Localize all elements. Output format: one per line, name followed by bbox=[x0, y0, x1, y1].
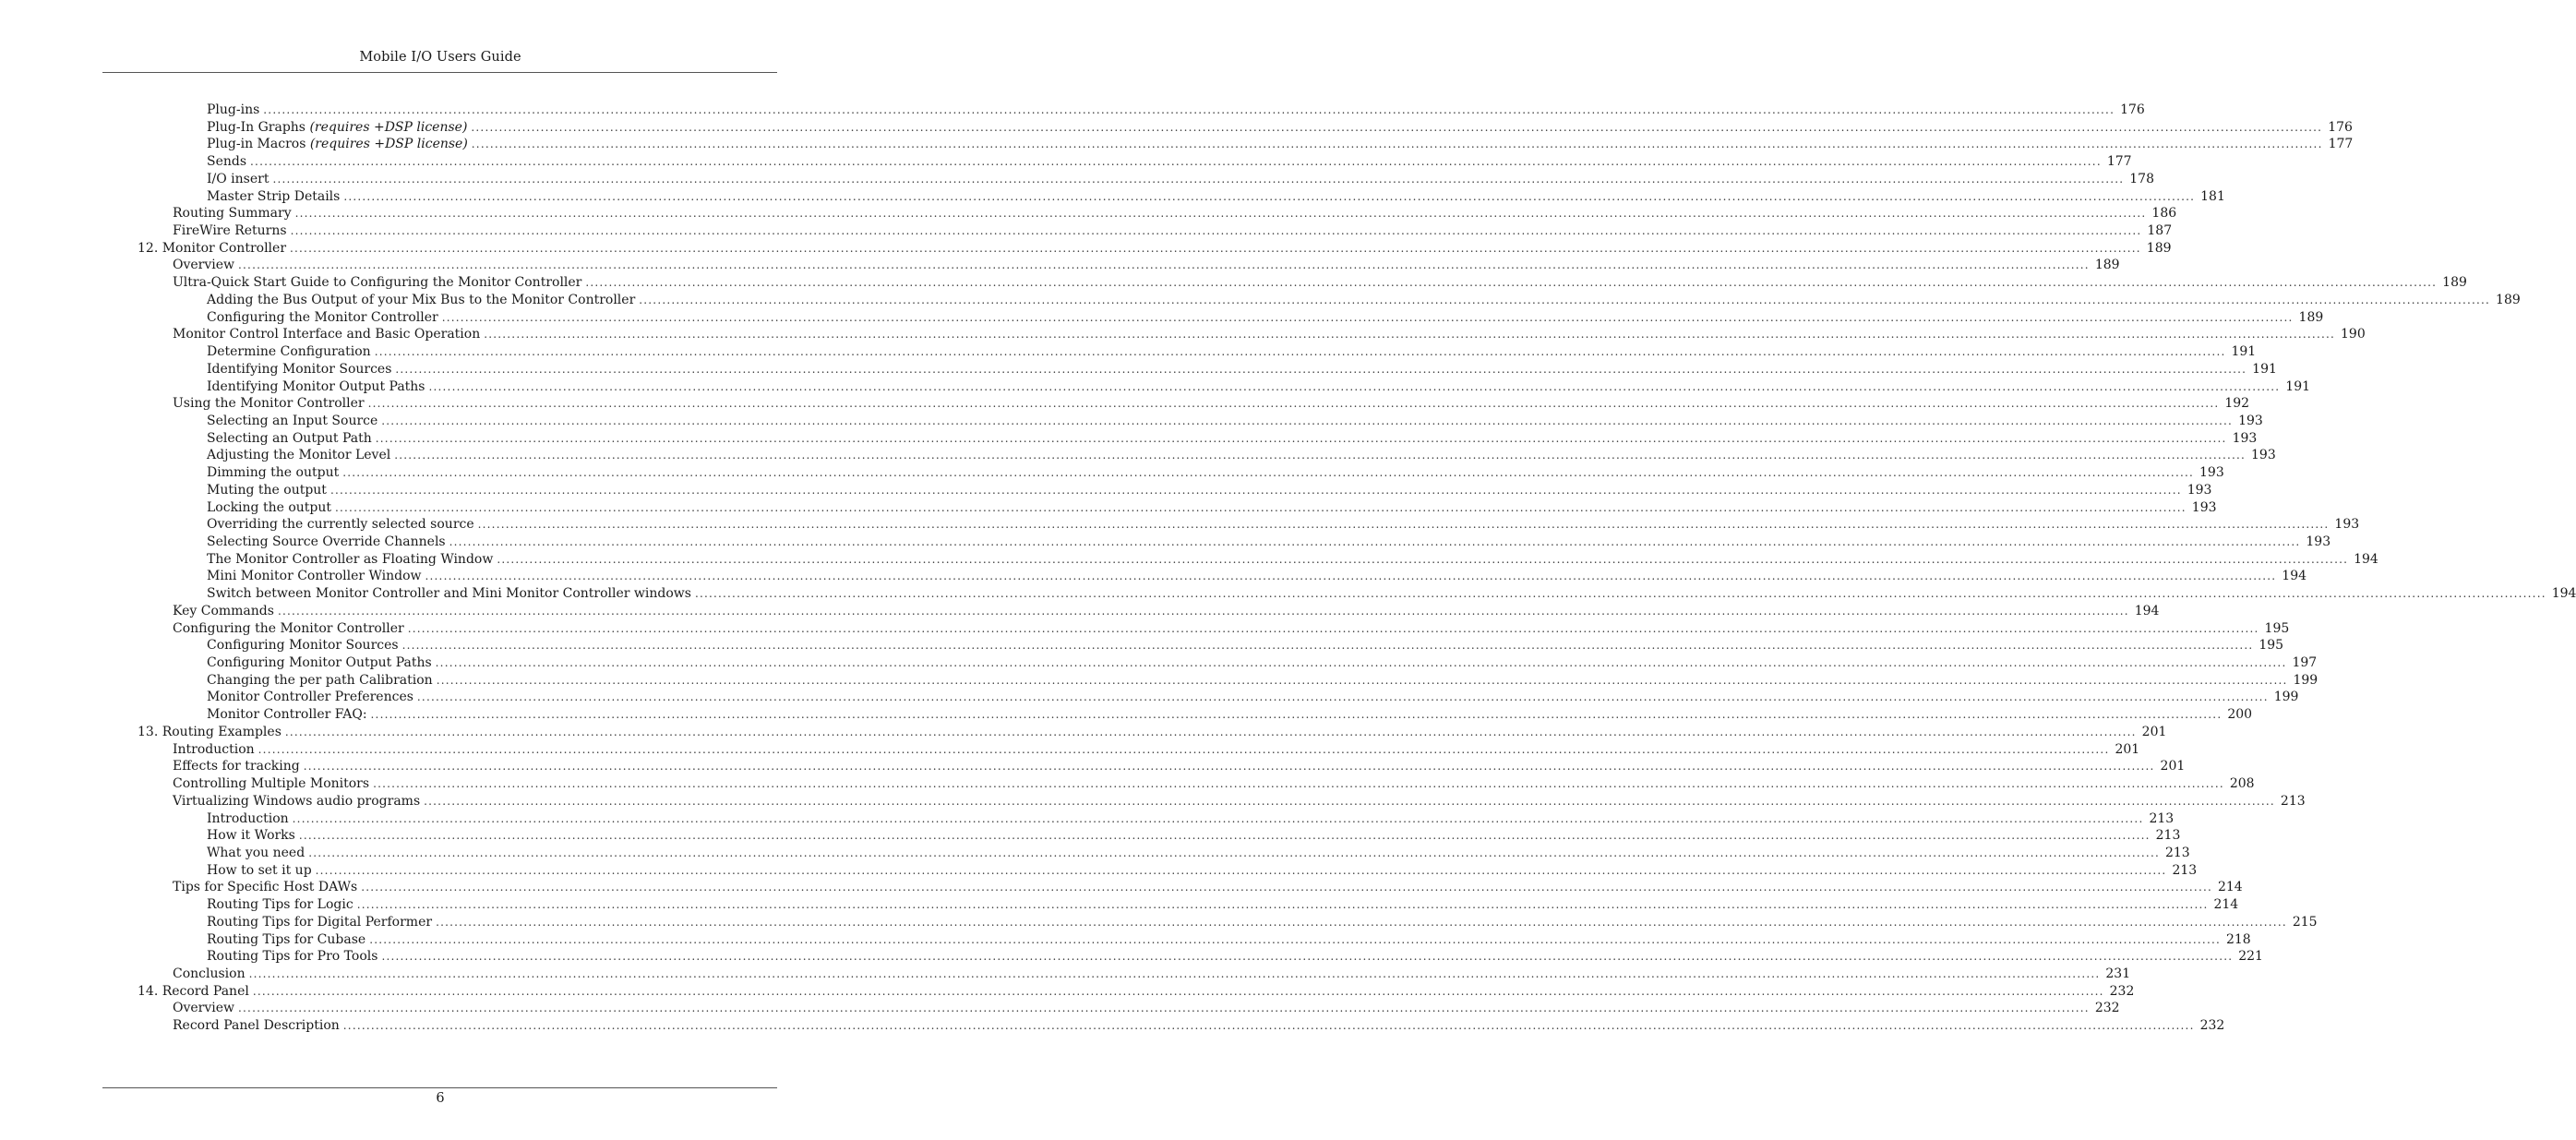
toc-entry-title bbox=[138, 983, 253, 1001]
toc-entry-title bbox=[173, 966, 249, 983]
toc-entry-page-number: 213 bbox=[2149, 810, 2175, 826]
toc-entry-title bbox=[207, 447, 394, 464]
toc-dot-leader: ................................................................................................................................................................................................................................................................................................................................................................................................................ bbox=[425, 570, 2277, 583]
toc-entry-page-number: 187 bbox=[2147, 223, 2173, 239]
toc-entry-title-text: Key Commands bbox=[173, 603, 274, 618]
toc-entry-page-number: 232 bbox=[2199, 1018, 2225, 1034]
toc-entry-title-text: Changing the per path Calibration bbox=[207, 672, 433, 688]
toc-entry-title-text: I/O insert bbox=[207, 171, 270, 186]
toc-dot-leader: ................................................................................................................................................................................................................................................................................................................................................................................................................ bbox=[329, 483, 2182, 497]
toc-entry-title-text: Master Strip Details bbox=[207, 188, 341, 204]
toc-dot-leader: ................................................................................................................................................................................................................................................................................................................................................................................................................ bbox=[238, 258, 2090, 272]
toc-entry-page-number: 218 bbox=[2225, 931, 2251, 947]
toc-dot-leader: ................................................................................................................................................................................................................................................................................................................................................................................................................ bbox=[370, 708, 2223, 722]
toc-dot-leader: ................................................................................................................................................................................................................................................................................................................................................................................................................ bbox=[343, 189, 2196, 203]
toc-entry-page-number: 181 bbox=[2200, 188, 2225, 204]
toc-entry-page-number: 193 bbox=[2306, 534, 2331, 549]
toc-entry-title-text: Selecting Source Override Channels bbox=[207, 534, 446, 549]
toc-entry-title-text: 13. Routing Examples bbox=[138, 724, 282, 739]
toc-entry-title bbox=[207, 482, 330, 499]
toc-entry[interactable] bbox=[0, 948, 2263, 966]
toc-entry[interactable] bbox=[0, 119, 2353, 137]
toc-entry-title bbox=[173, 1000, 238, 1017]
toc-entry-page-number: 194 bbox=[2354, 551, 2378, 567]
toc-entry-title-text: How it Works bbox=[207, 828, 295, 844]
toc-dot-leader: ................................................................................................................................................................................................................................................................................................................................................................................................................ bbox=[374, 345, 2226, 359]
toc-entry-title-text: Overriding the currently selected source bbox=[207, 517, 474, 533]
toc-dot-leader: ................................................................................................................................................................................................................................................................................................................................................................................................................ bbox=[407, 621, 2259, 635]
toc-entry-title-text: Overview bbox=[173, 1001, 235, 1016]
toc-entry-title bbox=[207, 378, 429, 396]
toc-entry-title-text: Introduction bbox=[173, 741, 255, 757]
toc-entry-title-text: Locking the output bbox=[207, 499, 332, 515]
toc-dot-leader: ................................................................................................................................................................................................................................................................................................................................................................................................................ bbox=[394, 449, 2247, 462]
toc-entry[interactable] bbox=[0, 171, 2154, 188]
toc-entry-note: (requires +DSP license) bbox=[309, 137, 468, 152]
toc-entry-title bbox=[207, 499, 335, 517]
toc-dot-leader: ................................................................................................................................................................................................................................................................................................................................................................................................................ bbox=[497, 552, 2349, 566]
toc-entry-page-number: 213 bbox=[2155, 828, 2181, 844]
toc-entry-title bbox=[173, 879, 361, 896]
toc-entry[interactable] bbox=[0, 672, 2318, 690]
toc-entry[interactable] bbox=[0, 102, 2145, 119]
header-title: Mobile I/O Users Guide bbox=[359, 50, 521, 65]
toc-entry-title bbox=[207, 361, 395, 378]
toc-dot-leader: ................................................................................................................................................................................................................................................................................................................................................................................................................ bbox=[639, 293, 2491, 306]
toc-dot-leader: ................................................................................................................................................................................................................................................................................................................................................................................................................ bbox=[342, 1019, 2195, 1033]
toc-entry[interactable] bbox=[0, 482, 2212, 499]
toc-entry-title-text: Overview bbox=[173, 258, 235, 273]
toc-entry-title bbox=[173, 793, 424, 810]
toc-entry-title bbox=[207, 845, 308, 862]
toc-entry-page-number: 186 bbox=[2151, 206, 2177, 222]
toc-dot-leader: ................................................................................................................................................................................................................................................................................................................................................................................................................ bbox=[401, 639, 2254, 653]
toc-entry-title bbox=[207, 119, 471, 137]
toc-dot-leader: ................................................................................................................................................................................................................................................................................................................................................................................................................ bbox=[342, 466, 2194, 480]
toc-entry-page-number: 201 bbox=[2160, 759, 2186, 774]
toc-entry-title bbox=[207, 516, 478, 534]
toc-entry-title-text: Tips for Specific Host DAWs bbox=[173, 880, 358, 895]
toc-dot-leader: ................................................................................................................................................................................................................................................................................................................................................................................................................ bbox=[449, 535, 2301, 548]
toc-entry-title-text: Identifying Monitor Output Paths bbox=[207, 378, 425, 394]
toc-entry-page-number: 194 bbox=[2551, 586, 2576, 602]
toc-entry-title bbox=[207, 810, 293, 828]
toc-entry-title bbox=[207, 136, 472, 153]
toc-entry-title bbox=[207, 102, 263, 119]
toc-dot-leader: ................................................................................................................................................................................................................................................................................................................................................................................................................ bbox=[335, 500, 2187, 514]
toc-entry-title bbox=[207, 689, 417, 706]
toc-entry-title-text: FireWire Returns bbox=[173, 223, 287, 239]
toc-entry-title-text: Switch between Monitor Controller and Mini Monitor Controller windows bbox=[207, 586, 691, 602]
toc-entry-title bbox=[207, 827, 299, 845]
toc-entry-title-text: How to set it up bbox=[207, 862, 312, 878]
toc-dot-leader: ................................................................................................................................................................................................................................................................................................................................................................................................................ bbox=[381, 414, 2234, 427]
toc-entry-title bbox=[207, 931, 369, 949]
toc-entry-title-text: Plug-in Macros bbox=[207, 137, 306, 152]
toc-entry[interactable] bbox=[0, 395, 2250, 413]
toc-entry-page-number: 193 bbox=[2187, 482, 2212, 498]
toc-entry-title bbox=[173, 274, 585, 292]
toc-dot-leader: ................................................................................................................................................................................................................................................................................................................................................................................................................ bbox=[290, 224, 2142, 238]
toc-entry-title-text: Adjusting the Monitor Level bbox=[207, 448, 391, 463]
toc-entry[interactable] bbox=[0, 568, 2307, 585]
toc-entry-page-number: 201 bbox=[2141, 724, 2167, 739]
toc-entry-page-number: 221 bbox=[2238, 949, 2263, 965]
toc-entry[interactable] bbox=[0, 603, 2160, 620]
toc-entry-title-text: Configuring Monitor Sources bbox=[207, 638, 399, 654]
toc-entry-title-text: What you need bbox=[207, 845, 306, 860]
toc-entry-title bbox=[207, 171, 272, 188]
toc-entry[interactable] bbox=[0, 292, 2521, 309]
toc-dot-leader: ................................................................................................................................................................................................................................................................................................................................................................................................................ bbox=[428, 379, 2281, 393]
toc-entry-title-text: Configuring the Monitor Controller bbox=[173, 620, 404, 636]
toc-entry[interactable] bbox=[0, 741, 2140, 759]
toc-entry-title bbox=[207, 430, 376, 448]
toc-dot-leader: ................................................................................................................................................................................................................................................................................................................................................................................................................ bbox=[477, 518, 2330, 532]
toc-entry-page-number: 232 bbox=[2109, 983, 2135, 999]
toc-entry-title-text: Identifying Monitor Sources bbox=[207, 361, 392, 377]
toc-dot-leader: ................................................................................................................................................................................................................................................................................................................................................................................................................ bbox=[395, 362, 2247, 376]
toc-dot-leader: ................................................................................................................................................................................................................................................................................................................................................................................................................ bbox=[258, 742, 2110, 756]
toc-entry[interactable] bbox=[0, 274, 2467, 292]
toc-entry-title-text: Determine Configuration bbox=[207, 344, 371, 360]
toc-entry-page-number: 189 bbox=[2146, 240, 2172, 256]
toc-dot-leader: ................................................................................................................................................................................................................................................................................................................................................................................................................ bbox=[356, 898, 2209, 912]
toc-entry-title-text: Mini Monitor Controller Window bbox=[207, 569, 422, 584]
toc-entry-title bbox=[207, 153, 250, 171]
toc-entry-page-number: 192 bbox=[2224, 396, 2250, 412]
toc-entry[interactable] bbox=[0, 827, 2181, 845]
toc-entry-title-text: Routing Tips for Digital Performer bbox=[207, 914, 433, 930]
toc-dot-leader: ................................................................................................................................................................................................................................................................................................................................................................................................................ bbox=[585, 276, 2438, 290]
toc-entry[interactable] bbox=[0, 516, 2360, 534]
toc-dot-leader: ................................................................................................................................................................................................................................................................................................................................................................................................................ bbox=[381, 950, 2234, 964]
toc-entry-page-number: 177 bbox=[2328, 137, 2354, 152]
toc-dot-leader: ................................................................................................................................................................................................................................................................................................................................................................................................................ bbox=[250, 155, 2102, 169]
toc-entry-title bbox=[207, 706, 371, 724]
footer-page-number: 6 bbox=[436, 1091, 445, 1106]
toc-entry-title-text: Virtualizing Windows audio programs bbox=[173, 793, 421, 809]
toc-entry-title bbox=[173, 1017, 343, 1035]
toc-entry-title bbox=[207, 568, 425, 585]
toc-entry-title bbox=[207, 188, 343, 206]
toc-entry-page-number: 193 bbox=[2334, 517, 2360, 533]
toc-entry-page-number: 193 bbox=[2238, 413, 2263, 428]
toc-entry-page-number: 199 bbox=[2293, 672, 2318, 688]
toc-dot-leader: ................................................................................................................................................................................................................................................................................................................................................................................................................ bbox=[441, 310, 2294, 324]
toc-entry[interactable] bbox=[0, 775, 2255, 793]
toc-entry-page-number: 208 bbox=[2229, 776, 2255, 792]
toc-entry-title bbox=[207, 896, 357, 914]
toc-entry-title bbox=[207, 292, 639, 309]
toc-entry[interactable] bbox=[0, 464, 2224, 482]
toc-entry-page-number: 200 bbox=[2227, 707, 2253, 723]
toc-entry-title-text: Configuring Monitor Output Paths bbox=[207, 655, 432, 671]
toc-entry-page-number: 176 bbox=[2120, 102, 2145, 117]
toc-entry[interactable] bbox=[0, 758, 2186, 775]
toc-entry-title bbox=[207, 534, 449, 551]
toc-dot-leader: ................................................................................................................................................................................................................................................................................................................................................................................................................ bbox=[238, 1002, 2090, 1015]
toc-entry-title bbox=[207, 551, 497, 569]
toc-dot-leader: ................................................................................................................................................................................................................................................................................................................................................................................................................ bbox=[373, 777, 2224, 791]
toc-entry-title-text: Monitor Controller FAQ: bbox=[207, 707, 367, 723]
toc-entry[interactable] bbox=[0, 1017, 2225, 1035]
toc-entry-title bbox=[207, 654, 436, 672]
toc-entry-title-text: Plug-ins bbox=[207, 102, 260, 117]
footer-rule bbox=[102, 1087, 777, 1088]
toc-entry[interactable] bbox=[0, 879, 2243, 896]
toc-dot-leader: ................................................................................................................................................................................................................................................................................................................................................................................................................ bbox=[315, 863, 2167, 877]
toc-entry-title-text: Monitor Controller Preferences bbox=[207, 690, 413, 705]
toc-entry-page-number: 193 bbox=[2191, 499, 2217, 515]
toc-entry-title-text: Ultra-Quick Start Guide to Configuring the Monitor Controller bbox=[173, 275, 582, 291]
toc-entry-title bbox=[207, 413, 381, 430]
toc-entry-title bbox=[207, 585, 695, 603]
toc-dot-leader: ................................................................................................................................................................................................................................................................................................................................................................................................................ bbox=[284, 725, 2137, 738]
toc-entry-page-number: 213 bbox=[2164, 845, 2190, 860]
toc-entry-title-text: Introduction bbox=[207, 810, 289, 826]
toc-entry-page-number: 189 bbox=[2496, 292, 2521, 307]
toc-entry[interactable] bbox=[0, 689, 2299, 706]
toc-entry-page-number: 195 bbox=[2264, 620, 2290, 636]
toc-dot-leader: ................................................................................................................................................................................................................................................................................................................................................................................................................ bbox=[294, 207, 2147, 221]
toc-entry-page-number: 197 bbox=[2292, 655, 2318, 671]
toc-entry[interactable] bbox=[0, 724, 2167, 741]
toc-entry[interactable] bbox=[0, 931, 2251, 949]
toc-entry-title-text: Routing Tips for Cubase bbox=[207, 931, 366, 947]
toc-entry-title-text: Controlling Multiple Monitors bbox=[173, 776, 370, 792]
toc-dot-leader: ................................................................................................................................................................................................................................................................................................................................................................................................................ bbox=[435, 656, 2287, 670]
toc-entry-title bbox=[173, 395, 368, 413]
toc-entry[interactable] bbox=[0, 896, 2239, 914]
toc-entry-page-number: 191 bbox=[2231, 344, 2257, 360]
toc-entry-title bbox=[173, 620, 408, 638]
toc-dot-leader: ................................................................................................................................................................................................................................................................................................................................................................................................................ bbox=[471, 138, 2323, 151]
toc-entry[interactable] bbox=[0, 534, 2331, 551]
toc-entry[interactable] bbox=[0, 914, 2318, 931]
toc-entry-title-text: Effects for tracking bbox=[173, 759, 300, 774]
toc-entry[interactable] bbox=[0, 188, 2225, 206]
toc-entry-title bbox=[173, 758, 304, 775]
toc-entry[interactable] bbox=[0, 205, 2177, 222]
toc-dot-leader: ................................................................................................................................................................................................................................................................................................................................................................................................................ bbox=[361, 881, 2212, 894]
toc-dot-leader: ................................................................................................................................................................................................................................................................................................................................................................................................................ bbox=[252, 984, 2104, 998]
toc-entry-page-number: 231 bbox=[2105, 966, 2131, 981]
toc-dot-leader: ................................................................................................................................................................................................................................................................................................................................................................................................................ bbox=[694, 587, 2546, 601]
toc-entry[interactable] bbox=[0, 620, 2290, 638]
toc-entry[interactable] bbox=[0, 257, 2120, 274]
toc-entry[interactable] bbox=[0, 378, 2311, 396]
toc-entry-title-text: The Monitor Controller as Floating Window bbox=[207, 551, 494, 567]
toc-entry-title bbox=[173, 222, 291, 240]
toc-entry-title bbox=[138, 724, 285, 741]
toc-entry-title-text: Selecting an Input Source bbox=[207, 413, 378, 428]
toc-entry-title-text: Sends bbox=[207, 154, 247, 170]
toc-entry-page-number: 213 bbox=[2172, 862, 2198, 878]
toc-entry[interactable] bbox=[0, 810, 2175, 828]
toc-entry-page-number: 232 bbox=[2094, 1001, 2120, 1016]
header-rule bbox=[102, 72, 777, 73]
toc-dot-leader: ................................................................................................................................................................................................................................................................................................................................................................................................................ bbox=[272, 172, 2125, 186]
toc-dot-leader: ................................................................................................................................................................................................................................................................................................................................................................................................................ bbox=[292, 811, 2144, 825]
toc-entry-title bbox=[207, 672, 437, 690]
toc-entry-page-number: 214 bbox=[2217, 880, 2243, 895]
toc-dot-leader: ................................................................................................................................................................................................................................................................................................................................................................................................................ bbox=[298, 829, 2151, 843]
toc-entry-title bbox=[173, 205, 295, 222]
toc-dot-leader: ................................................................................................................................................................................................................................................................................................................................................................................................................ bbox=[290, 241, 2141, 255]
toc-entry-title-text: Conclusion bbox=[173, 966, 246, 981]
toc-entry-title bbox=[207, 862, 316, 880]
toc-dot-leader: ................................................................................................................................................................................................................................................................................................................................................................................................................ bbox=[436, 673, 2288, 687]
toc-entry[interactable] bbox=[0, 136, 2354, 153]
toc-entry[interactable] bbox=[0, 430, 2258, 448]
toc-entry-page-number: 189 bbox=[2094, 258, 2120, 273]
toc-entry[interactable] bbox=[0, 499, 2217, 517]
toc-dot-leader: ................................................................................................................................................................................................................................................................................................................................................................................................................ bbox=[471, 120, 2323, 134]
toc-entry[interactable] bbox=[0, 706, 2253, 724]
toc-entry[interactable] bbox=[0, 361, 2277, 378]
toc-dot-leader: ................................................................................................................................................................................................................................................................................................................................................................................................................ bbox=[416, 690, 2269, 704]
toc-entry-page-number: 193 bbox=[2232, 430, 2258, 446]
toc-entry-page-number: 194 bbox=[2134, 603, 2160, 618]
toc-entry-title bbox=[207, 914, 436, 931]
toc-entry[interactable] bbox=[0, 585, 2576, 603]
toc-dot-leader: ................................................................................................................................................................................................................................................................................................................................................................................................................ bbox=[369, 932, 2221, 946]
toc-entry-page-number: 190 bbox=[2341, 327, 2366, 342]
toc-entry-page-number: 193 bbox=[2251, 448, 2276, 463]
toc-entry[interactable] bbox=[0, 309, 2324, 327]
toc-entry-title-text: Using the Monitor Controller bbox=[173, 396, 365, 412]
toc-entry-title bbox=[173, 326, 484, 343]
toc-dot-leader: ................................................................................................................................................................................................................................................................................................................................................................................................................ bbox=[308, 846, 2160, 859]
toc-entry-page-number: 176 bbox=[2328, 119, 2353, 135]
toc-dot-leader: ................................................................................................................................................................................................................................................................................................................................................................................................................ bbox=[424, 794, 2275, 808]
toc-dot-leader: ................................................................................................................................................................................................................................................................................................................................................................................................................ bbox=[263, 103, 2115, 116]
toc-entry-title-text: Routing Tips for Logic bbox=[207, 897, 353, 913]
toc-entry[interactable] bbox=[0, 153, 2132, 171]
toc-entry-title-text: 14. Record Panel bbox=[138, 983, 249, 999]
toc-dot-leader: ................................................................................................................................................................................................................................................................................................................................................................................................................ bbox=[303, 760, 2155, 774]
toc-entry-page-number: 195 bbox=[2258, 638, 2284, 654]
toc-dot-leader: ................................................................................................................................................................................................................................................................................................................................................................................................................ bbox=[375, 431, 2227, 445]
toc-entry-page-number: 193 bbox=[2199, 465, 2224, 481]
toc-entry-page-number: 178 bbox=[2129, 171, 2154, 186]
toc-entry-title-text: Record Panel Description bbox=[173, 1018, 340, 1034]
toc-entry[interactable] bbox=[0, 326, 2366, 343]
toc-entry-page-number: 189 bbox=[2442, 275, 2467, 291]
toc-entry[interactable] bbox=[0, 845, 2190, 862]
toc-entry-title-text: Plug-In Graphs bbox=[207, 119, 306, 135]
toc-entry-title-text: Muting the output bbox=[207, 482, 327, 498]
toc-entry-title-text: Monitor Control Interface and Basic Operation bbox=[173, 327, 481, 342]
toc-entry-page-number: 199 bbox=[2273, 690, 2299, 705]
toc-entry[interactable] bbox=[0, 413, 2263, 430]
toc-entry-title-text: Routing Summary bbox=[173, 206, 292, 222]
toc-entry[interactable] bbox=[0, 551, 2378, 569]
toc-entry-title bbox=[173, 741, 258, 759]
toc-dot-leader: ................................................................................................................................................................................................................................................................................................................................................................................................................ bbox=[484, 328, 2335, 342]
toc-entry[interactable] bbox=[0, 966, 2131, 983]
toc-entry[interactable] bbox=[0, 447, 2276, 464]
toc-entry[interactable] bbox=[0, 240, 2172, 258]
toc-entry-title bbox=[173, 257, 238, 274]
toc-entry[interactable] bbox=[0, 983, 2135, 1001]
toc-entry-title bbox=[138, 240, 290, 258]
toc-entry[interactable] bbox=[0, 654, 2318, 672]
toc-entry-title-text: 12. Monitor Controller bbox=[138, 240, 287, 256]
toc-entry-title bbox=[207, 309, 442, 327]
toc-entry[interactable] bbox=[0, 343, 2257, 361]
toc-entry[interactable] bbox=[0, 793, 2306, 810]
toc-entry-title-text: Adding the Bus Output of your Mix Bus to the Monitor Controller bbox=[207, 292, 636, 307]
toc-entry[interactable] bbox=[0, 1000, 2120, 1017]
toc-entry[interactable] bbox=[0, 637, 2284, 654]
toc-entry-page-number: 177 bbox=[2106, 154, 2132, 170]
toc-entry-page-number: 201 bbox=[2115, 741, 2140, 757]
toc-entry-page-number: 214 bbox=[2213, 897, 2239, 913]
toc-entry-title bbox=[207, 464, 342, 482]
toc-entry-title-text: Routing Tips for Pro Tools bbox=[207, 949, 378, 965]
toc-entry-title bbox=[207, 637, 402, 654]
toc-entry-page-number: 191 bbox=[2285, 378, 2311, 394]
toc-dot-leader: ................................................................................................................................................................................................................................................................................................................................................................................................................ bbox=[436, 915, 2287, 929]
toc-entry-title bbox=[207, 343, 375, 361]
toc-entry-title bbox=[173, 775, 373, 793]
toc-entry-page-number: 191 bbox=[2252, 361, 2277, 377]
toc-dot-leader: ................................................................................................................................................................................................................................................................................................................................................................................................................ bbox=[367, 397, 2220, 411]
toc-dot-leader: ................................................................................................................................................................................................................................................................................................................................................................................................................ bbox=[248, 967, 2101, 980]
toc-entry-page-number: 189 bbox=[2298, 309, 2324, 325]
toc-entry-title-text: Selecting an Output Path bbox=[207, 430, 372, 446]
toc-entry-title-text: Configuring the Monitor Controller bbox=[207, 309, 438, 325]
toc-entry-title-text: Dimming the output bbox=[207, 465, 340, 481]
toc-entry-title bbox=[207, 948, 381, 966]
toc-entry-title bbox=[173, 603, 278, 620]
toc-entry[interactable] bbox=[0, 862, 2198, 880]
toc-entry-page-number: 215 bbox=[2292, 914, 2318, 930]
toc-entry[interactable] bbox=[0, 222, 2173, 240]
toc-entry-note: (requires +DSP license) bbox=[309, 119, 468, 135]
toc-entry-page-number: 194 bbox=[2282, 569, 2307, 584]
toc-entry-page-number: 213 bbox=[2280, 793, 2306, 809]
toc-dot-leader: ................................................................................................................................................................................................................................................................................................................................................................................................................ bbox=[277, 604, 2129, 618]
